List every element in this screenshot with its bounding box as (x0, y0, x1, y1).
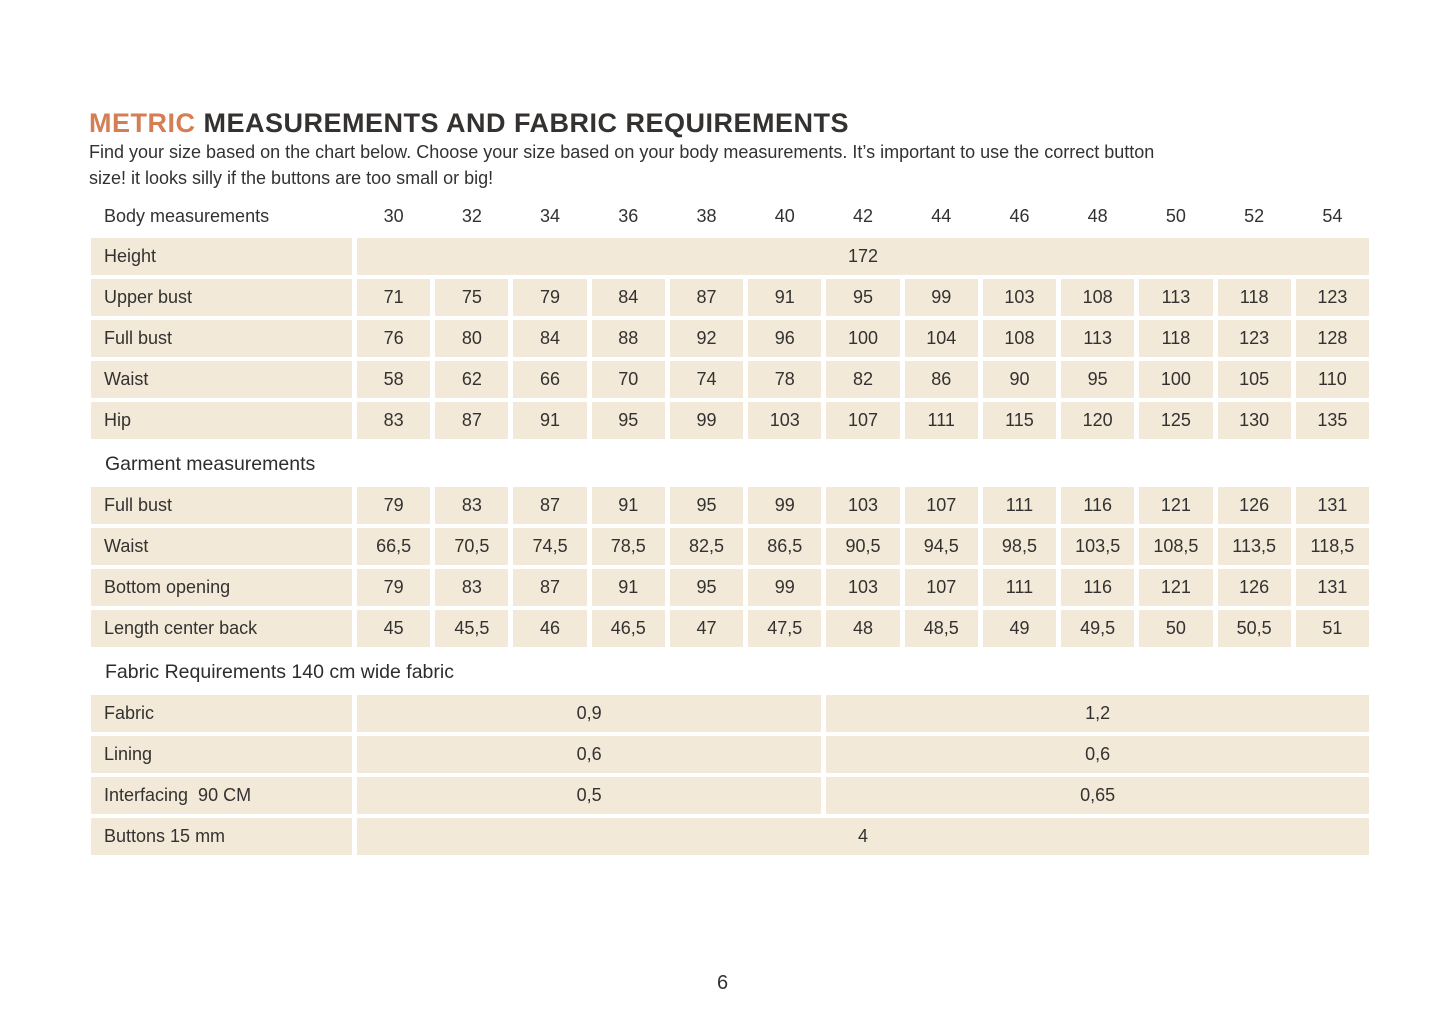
waist-row (91, 361, 1369, 398)
garment-waist-value-cell: 74,5 (513, 528, 586, 565)
full-bust-value-cell: 113 (1061, 320, 1134, 357)
garment-section-title: Garment measurements (105, 452, 316, 475)
size-column-header: 40 (774, 205, 795, 226)
waist-value-cell: 100 (1139, 361, 1212, 398)
waist-value-cell: 58 (357, 361, 430, 398)
full-bust-row (91, 320, 1369, 357)
garment-full-bust-value-cell: 111 (983, 487, 1056, 524)
upper-bust-value-cell: 75 (435, 279, 508, 316)
bottom-opening-value-cell: 103 (826, 569, 899, 606)
garment-full-bust-row (91, 487, 1369, 524)
length-center-back-value-cell: 48,5 (905, 610, 978, 647)
table-header-row (91, 201, 1369, 231)
garment-waist-value-cell: 113,5 (1218, 528, 1291, 565)
size-column-header: 50 (1165, 205, 1186, 226)
bottom-opening-value-cell: 126 (1218, 569, 1291, 606)
size-column-header: 46 (1009, 205, 1030, 226)
upper-bust-value-cell: 91 (748, 279, 821, 316)
length-center-back-value-cell: 48 (826, 610, 899, 647)
waist-value-cell: 66 (513, 361, 586, 398)
garment-full-bust-value-cell: 131 (1296, 487, 1369, 524)
hip-value-cell: 115 (983, 402, 1056, 439)
garment-full-bust-value-cell: 116 (1061, 487, 1134, 524)
hip-row (91, 402, 1369, 439)
bottom-opening-value-cell: 121 (1139, 569, 1212, 606)
full-bust-value-cell: 123 (1218, 320, 1291, 357)
upper-bust-value-cell: 99 (905, 279, 978, 316)
full-bust-value-cell: 92 (670, 320, 743, 357)
garment-waist-value-cell: 78,5 (592, 528, 665, 565)
waist-value-cell: 95 (1061, 361, 1134, 398)
row-label-buttons: Buttons 15 mm (91, 818, 352, 855)
waist-value-cell: 74 (670, 361, 743, 398)
upper-bust-value-cell: 79 (513, 279, 586, 316)
upper-bust-value-cell: 71 (357, 279, 430, 316)
garment-full-bust-value-cell: 107 (905, 487, 978, 524)
upper-bust-value-cell: 95 (826, 279, 899, 316)
lining-row (91, 736, 1369, 773)
fabric-amount-sizes-42-54: 1,2 (826, 695, 1369, 732)
row-label-upper-bust: Upper bust (91, 279, 352, 316)
fabric-section-title: Fabric Requirements 140 cm wide fabric (105, 660, 454, 683)
upper-bust-value-cell: 123 (1296, 279, 1369, 316)
length-center-back-value-cell: 46 (513, 610, 586, 647)
bottom-opening-value-cell: 116 (1061, 569, 1134, 606)
lining-amount-sizes-30-40: 0,6 (357, 736, 821, 773)
title-accent: METRIC (89, 108, 196, 139)
bottom-opening-value-cell: 79 (357, 569, 430, 606)
size-column-header: 32 (461, 205, 482, 226)
garment-full-bust-value-cell: 121 (1139, 487, 1212, 524)
length-center-back-row (91, 610, 1369, 647)
hip-value-cell: 125 (1139, 402, 1212, 439)
bottom-opening-value-cell: 83 (435, 569, 508, 606)
waist-value-cell: 90 (983, 361, 1056, 398)
row-label-garment-full-bust: Full bust (91, 487, 352, 524)
upper-bust-value-cell: 108 (1061, 279, 1134, 316)
garment-waist-value-cell: 90,5 (826, 528, 899, 565)
hip-value-cell: 107 (826, 402, 899, 439)
full-bust-value-cell: 80 (435, 320, 508, 357)
length-center-back-value-cell: 45,5 (435, 610, 508, 647)
buttons-row (91, 818, 1369, 855)
garment-full-bust-value-cell: 87 (513, 487, 586, 524)
fabric-row (91, 695, 1369, 732)
row-label-height: Height (91, 238, 352, 275)
interfacing-amount-sizes-42-54: 0,65 (826, 777, 1369, 814)
garment-waist-value-cell: 94,5 (905, 528, 978, 565)
hip-value-cell: 99 (670, 402, 743, 439)
row-label-full-bust: Full bust (91, 320, 352, 357)
size-column-header: 34 (540, 205, 561, 226)
height-value-cell: 172 (357, 238, 1369, 275)
hip-value-cell: 135 (1296, 402, 1369, 439)
page-title (89, 108, 849, 139)
size-column-header: 52 (1244, 205, 1265, 226)
lining-amount-sizes-42-54: 0,6 (826, 736, 1369, 773)
length-center-back-value-cell: 47 (670, 610, 743, 647)
full-bust-value-cell: 108 (983, 320, 1056, 357)
hip-value-cell: 130 (1218, 402, 1291, 439)
hip-value-cell: 91 (513, 402, 586, 439)
length-center-back-value-cell: 50,5 (1218, 610, 1291, 647)
intro-text (89, 140, 1154, 191)
garment-full-bust-value-cell: 83 (435, 487, 508, 524)
bottom-opening-row (91, 569, 1369, 606)
waist-value-cell: 110 (1296, 361, 1369, 398)
garment-waist-value-cell: 118,5 (1296, 528, 1369, 565)
garment-full-bust-value-cell: 79 (357, 487, 430, 524)
interfacing-amount-sizes-30-40: 0,5 (357, 777, 821, 814)
upper-bust-value-cell: 84 (592, 279, 665, 316)
row-label-length-center-back: Length center back (91, 610, 352, 647)
intro-line-1: Find your size based on the chart below. Choose your size based on your body measurements. It’s important to use the correct button (89, 142, 1155, 162)
full-bust-value-cell: 104 (905, 320, 978, 357)
measurement-table (91, 201, 1369, 859)
row-label-fabric: Fabric (91, 695, 352, 732)
row-label-bottom-opening: Bottom opening (91, 569, 352, 606)
size-column-header: 42 (852, 205, 873, 226)
intro-line-2: size! it looks silly if the buttons are too small or big! (89, 167, 494, 188)
length-center-back-value-cell: 47,5 (748, 610, 821, 647)
garment-waist-row (91, 528, 1369, 565)
length-center-back-value-cell: 49,5 (1061, 610, 1134, 647)
row-label-garment-waist: Waist (91, 528, 352, 565)
full-bust-value-cell: 88 (592, 320, 665, 357)
fabric-amount-sizes-30-40: 0,9 (357, 695, 821, 732)
title-rest: MEASUREMENTS AND FABRIC REQUIREMENTS (195, 108, 850, 139)
hip-value-cell: 87 (435, 402, 508, 439)
size-column-header: 30 (383, 205, 404, 226)
hip-value-cell: 103 (748, 402, 821, 439)
upper-bust-value-cell: 103 (983, 279, 1056, 316)
hip-value-cell: 83 (357, 402, 430, 439)
length-center-back-value-cell: 50 (1139, 610, 1212, 647)
bottom-opening-value-cell: 111 (983, 569, 1056, 606)
length-center-back-value-cell: 51 (1296, 610, 1369, 647)
garment-full-bust-value-cell: 99 (748, 487, 821, 524)
upper-bust-value-cell: 118 (1218, 279, 1291, 316)
waist-value-cell: 105 (1218, 361, 1291, 398)
row-label-waist: Waist (91, 361, 352, 398)
upper-bust-row (91, 279, 1369, 316)
hip-value-cell: 111 (905, 402, 978, 439)
garment-full-bust-value-cell: 126 (1218, 487, 1291, 524)
hip-value-cell: 95 (592, 402, 665, 439)
garment-waist-value-cell: 70,5 (435, 528, 508, 565)
garment-full-bust-value-cell: 103 (826, 487, 899, 524)
hip-value-cell: 120 (1061, 402, 1134, 439)
row-label-interfacing: Interfacing 90 CM (91, 777, 352, 814)
garment-waist-value-cell: 103,5 (1061, 528, 1134, 565)
waist-value-cell: 78 (748, 361, 821, 398)
full-bust-value-cell: 128 (1296, 320, 1369, 357)
length-center-back-value-cell: 46,5 (592, 610, 665, 647)
page-number: 6 (716, 972, 729, 994)
bottom-opening-value-cell: 95 (670, 569, 743, 606)
row-label-lining: Lining (91, 736, 352, 773)
size-column-header: 44 (931, 205, 952, 226)
bottom-opening-value-cell: 99 (748, 569, 821, 606)
garment-waist-value-cell: 66,5 (357, 528, 430, 565)
size-column-header: 36 (618, 205, 639, 226)
upper-bust-value-cell: 87 (670, 279, 743, 316)
bottom-opening-value-cell: 91 (592, 569, 665, 606)
full-bust-value-cell: 100 (826, 320, 899, 357)
waist-value-cell: 82 (826, 361, 899, 398)
bottom-opening-value-cell: 87 (513, 569, 586, 606)
bottom-opening-value-cell: 107 (905, 569, 978, 606)
size-column-header: 54 (1322, 205, 1343, 226)
full-bust-value-cell: 96 (748, 320, 821, 357)
garment-full-bust-value-cell: 91 (592, 487, 665, 524)
length-center-back-value-cell: 45 (357, 610, 430, 647)
bottom-opening-value-cell: 131 (1296, 569, 1369, 606)
garment-waist-value-cell: 108,5 (1139, 528, 1212, 565)
interfacing-row (91, 777, 1369, 814)
full-bust-value-cell: 84 (513, 320, 586, 357)
waist-value-cell: 70 (592, 361, 665, 398)
waist-value-cell: 86 (905, 361, 978, 398)
full-bust-value-cell: 118 (1139, 320, 1212, 357)
row-label-hip: Hip (91, 402, 352, 439)
size-column-header: 48 (1087, 205, 1108, 226)
upper-bust-value-cell: 113 (1139, 279, 1212, 316)
garment-waist-value-cell: 82,5 (670, 528, 743, 565)
length-center-back-value-cell: 49 (983, 610, 1056, 647)
body-measurements-header: Body measurements (104, 205, 270, 226)
full-bust-value-cell: 76 (357, 320, 430, 357)
garment-waist-value-cell: 98,5 (983, 528, 1056, 565)
garment-full-bust-value-cell: 95 (670, 487, 743, 524)
buttons-count-cell: 4 (357, 818, 1369, 855)
size-column-header: 38 (696, 205, 717, 226)
waist-value-cell: 62 (435, 361, 508, 398)
height-row (91, 238, 1369, 275)
garment-waist-value-cell: 86,5 (748, 528, 821, 565)
